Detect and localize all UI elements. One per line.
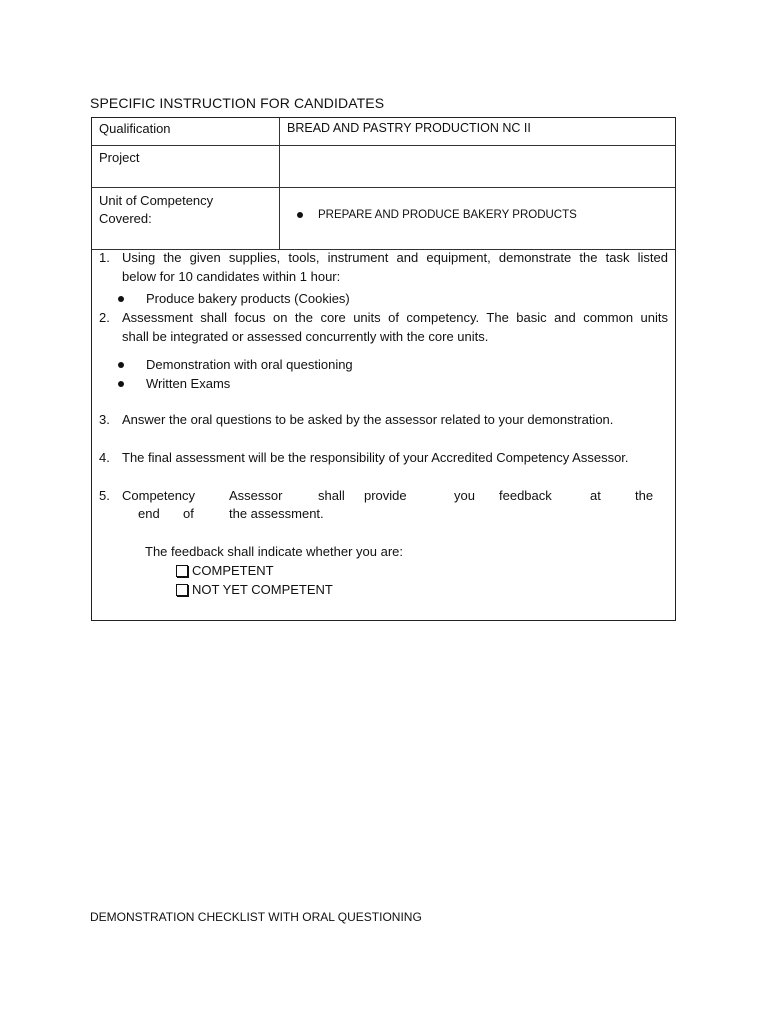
instruction-item-1: [99, 248, 668, 286]
item4-text: The final assessment will be the responsibility of your Accredited Competency Assessor.: [122, 450, 629, 465]
project-row: [92, 146, 675, 188]
unit-label: [92, 188, 280, 250]
bullet-icon: [118, 296, 124, 302]
option-not-yet-competent: [176, 580, 333, 599]
item2-bullet-text-2: Written Exams: [146, 376, 231, 391]
page-heading: SPECIFIC INSTRUCTION FOR CANDIDATES: [90, 95, 385, 111]
feedback-intro: The feedback shall indicate whether you are:: [145, 544, 403, 559]
bullet-icon: [297, 212, 303, 218]
item5-word: provide: [364, 488, 407, 503]
unit-row: [92, 188, 675, 250]
item-number: 1.: [99, 250, 110, 265]
item2-bullet-2: [118, 374, 230, 393]
item2-line1: Assessment shall focus on the core units of competency. The basic and common units: [122, 310, 668, 325]
instruction-item-2: [99, 308, 668, 346]
footer-heading: DEMONSTRATION CHECKLIST WITH ORAL QUESTIONING: [90, 910, 422, 924]
item2-line2: shall be integrated or assessed concurrently with the core units.: [122, 329, 489, 344]
item2-bullet-text-1: Demonstration with oral questioning: [146, 357, 353, 372]
item-number: 2.: [99, 310, 110, 325]
unit-label-line2: Covered:: [99, 211, 152, 226]
item5-word: you: [454, 488, 475, 503]
item2-bullet-1: [118, 355, 353, 374]
project-value: [280, 146, 676, 188]
item1-line2: below for 10 candidates within 1 hour:: [122, 269, 341, 284]
option-competent-label: COMPETENT: [192, 563, 274, 578]
option-competent: [176, 561, 274, 580]
item5-word: Assessor: [229, 488, 283, 503]
item5-word: the assessment.: [229, 506, 324, 521]
item-number: 4.: [99, 450, 110, 465]
item5-word: shall: [318, 488, 345, 503]
item3-text: Answer the oral questions to be asked by the assessor related to your demonstration.: [122, 412, 614, 427]
item5-word: feedback: [499, 488, 552, 503]
item-number: 5.: [99, 488, 110, 503]
item5-word: end: [138, 506, 160, 521]
instruction-item-4: [99, 448, 668, 467]
option-not-yet-competent-label: NOT YET COMPETENT: [192, 582, 333, 597]
checkbox-icon: [176, 565, 188, 577]
project-label: Project: [92, 146, 280, 188]
item5-word: of: [183, 506, 194, 521]
item1-line1: Using the given supplies, tools, instrument and equipment, demonstrate the task listed: [122, 250, 668, 265]
item1-bullet: [118, 289, 350, 308]
instruction-item-5: [99, 486, 668, 526]
qualification-row: [92, 118, 675, 146]
unit-value-cell: [280, 188, 676, 250]
instruction-item-3: [99, 410, 668, 429]
bullet-icon: [118, 381, 124, 387]
item1-bullet-text: Produce bakery products (Cookies): [146, 291, 350, 306]
unit-value: PREPARE AND PRODUCE BAKERY PRODUCTS: [318, 209, 577, 221]
qualification-value: BREAD AND PASTRY PRODUCTION NC II: [280, 118, 676, 146]
item5-word: the: [635, 488, 654, 503]
bullet-icon: [118, 362, 124, 368]
item5-word: at: [590, 488, 601, 503]
instruction-sheet: [91, 117, 676, 621]
unit-label-line1: Unit of Competency: [99, 193, 214, 208]
item5-word: Competency: [122, 488, 195, 503]
item-number: 3.: [99, 412, 110, 427]
checkbox-icon: [176, 584, 188, 596]
info-table: [92, 118, 675, 250]
qualification-label: Qualification: [92, 118, 280, 146]
